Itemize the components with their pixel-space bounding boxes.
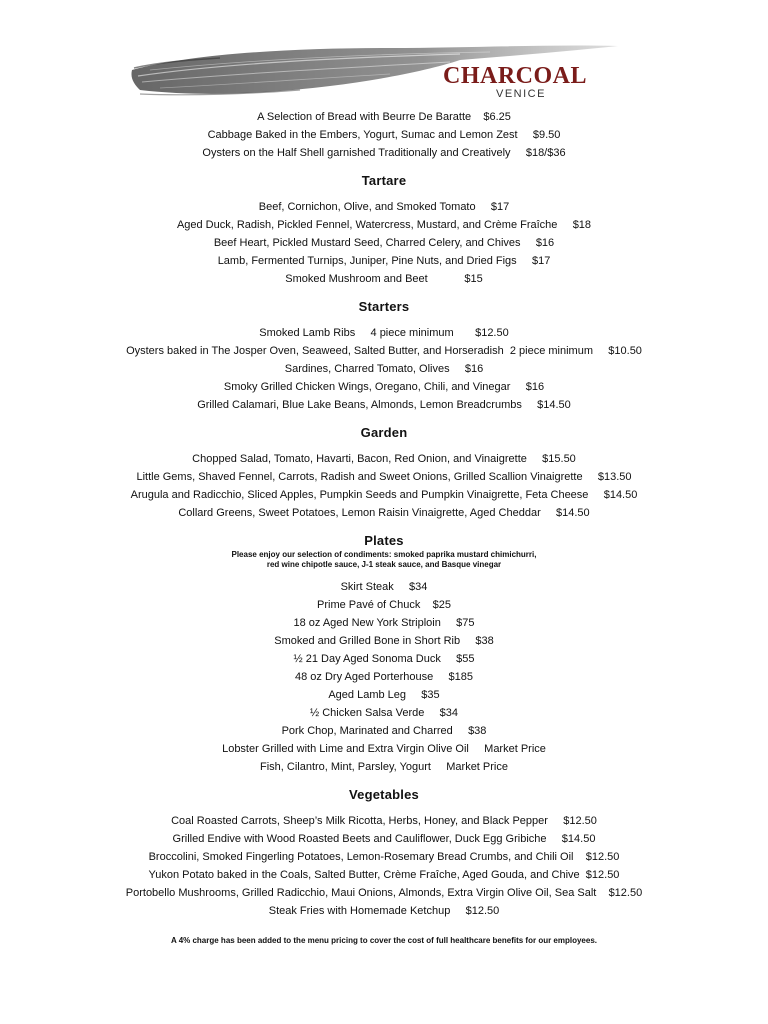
item-price: $38 [468,725,487,737]
item-name: Prime Pavé of Chuck [317,599,421,611]
item-price: $12.50 [585,869,620,881]
menu-item [0,486,768,504]
healthcare-footer-note: A 4% charge has been added to the menu pricing to cover the cost of full healthcare benefits for our employees. [170,936,597,945]
item-name: Oysters on the Half Shell garnished Traditionally and Creatively [202,147,511,159]
menu-item [0,866,768,884]
menu-item [0,830,768,848]
item-price: $18/$36 [525,147,566,159]
item-name: Collard Greens, Sweet Potatoes, Lemon Raisin Vinaigrette, Aged Cheddar [178,507,541,519]
item-name: Cabbage Baked in the Embers, Yogurt, Sumac and Lemon Zest [207,129,518,141]
item-name: Chopped Salad, Tomato, Havarti, Bacon, Red Onion, and Vinaigrette [192,453,527,465]
item-name: Aged Duck, Radish, Pickled Fennel, Watercress, Mustard, and Crème Fraîche [176,219,558,231]
item-price: $185 [448,671,473,683]
item-price: $35 [421,689,440,701]
item-price: $18 [572,219,592,231]
section-title: Starters [358,299,410,314]
item-price: Market Price [446,761,508,773]
menu-item [0,902,768,920]
item-name: Beef Heart, Pickled Mustard Seed, Charred Celery, and Chives [213,237,521,249]
menu-item [0,126,768,144]
item-name: ½ 21 Day Aged Sonoma Duck [293,653,441,665]
menu-item [0,216,768,234]
section-plates [0,532,768,776]
item-price: $16 [535,237,555,249]
menu-item [0,198,768,216]
section-garden [0,424,768,522]
item-price: $14.50 [537,399,571,411]
menu-item [0,596,768,614]
menu-item [0,396,768,414]
item-name: Little Gems, Shaved Fennel, Carrots, Radish and Sweet Onions, Grilled Scallion Vinaigrette [136,471,583,483]
item-name: 48 oz Dry Aged Porterhouse [295,671,434,683]
menu-item [0,378,768,396]
item-name: Sardines, Charred Tomato, Olives [284,363,450,375]
item-name: Lamb, Fermented Turnips, Juniper, Pine Nuts, and Dried Figs [217,255,517,267]
item-price: $15 [464,273,483,285]
menu-item [0,668,768,686]
brand-name: CHARCOAL [443,63,588,89]
item-name: Coal Roasted Carrots, Sheep’s Milk Ricotta, Herbs, Honey, and Black Pepper [171,815,548,827]
condiments-note [0,550,768,570]
item-price: $55 [456,653,475,665]
item-name: Steak Fries with Homemade Ketchup [268,905,451,917]
item-price: $10.50 [608,345,642,357]
item-name: Broccolini, Smoked Fingerling Potatoes, Lemon-Rosemary Bread Crumbs, and Chili Oil [148,851,574,863]
menu-item [0,468,768,486]
menu-item [0,704,768,722]
item-name: Oysters baked in The Josper Oven, Seaweed, Salted Butter, and Horseradish 2 piece minimum [126,345,593,357]
section-starters [0,298,768,414]
item-price: $34 [409,581,428,593]
item-name: Smoked Mushroom and Beet [285,273,428,285]
item-price: $9.50 [532,129,561,141]
item-name: Smoked Lamb Ribs 4 piece minimum [259,327,454,339]
menu-item [0,270,768,288]
menu-item [0,450,768,468]
item-price: $12.50 [563,815,597,827]
item-price: $12.50 [475,327,509,339]
item-name: Pork Chop, Marinated and Charred [281,725,453,737]
menu-header [0,0,768,108]
menu-body [0,108,768,920]
menu-item [0,504,768,522]
section-title: Vegetables [349,787,419,802]
item-name: Aged Lamb Leg [328,689,407,701]
note-line: red wine chipotle sauce, J-1 steak sauce, and Basque vinegar [266,560,502,569]
item-price: $25 [432,599,451,611]
item-price: $14.50 [561,833,596,845]
item-price: $12.50 [465,905,500,917]
menu-item [0,342,768,360]
item-name: ½ Chicken Salsa Verde [310,707,425,719]
section-tartare [0,172,768,288]
menu-item [0,578,768,596]
menu-item [0,740,768,758]
menu-item [0,108,768,126]
menu-item [0,650,768,668]
item-price: $15.50 [542,453,576,465]
note-line: Please enjoy our selection of condiments: smoked paprika mustard chimichurri, [231,550,537,559]
item-name: Lobster Grilled with Lime and Extra Virgin Olive Oil [222,743,469,755]
item-name: Smoky Grilled Chicken Wings, Oregano, Chili, and Vinegar [223,381,511,393]
menu-item [0,252,768,270]
menu-item [0,360,768,378]
menu-item [0,884,768,902]
item-price: $34 [439,707,458,719]
item-name: Skirt Steak [340,581,394,593]
item-name: Yukon Potato baked in the Coals, Salted Butter, Crème Fraîche, Aged Gouda, and Chive [148,869,580,881]
item-name: Smoked and Grilled Bone in Short Rib [274,635,461,647]
section-title: Plates [364,533,404,548]
menu-item [0,144,768,162]
menu-item [0,722,768,740]
item-price: $12.50 [585,851,620,863]
item-price: $13.50 [597,471,632,483]
item-price: $16 [464,363,484,375]
menu-item [0,848,768,866]
item-price: $75 [456,617,475,629]
item-price: $38 [475,635,494,647]
item-price: $14.50 [603,489,638,501]
item-name: Portobello Mushrooms, Grilled Radicchio, Maui Onions, Almonds, Extra Virgin Olive Oil, Sea Salt [125,887,597,899]
section-vegetables [0,786,768,920]
menu-item [0,324,768,342]
item-price: $17 [490,201,510,213]
item-price: $17 [531,255,551,267]
menu-item [0,812,768,830]
menu-item [0,614,768,632]
item-price: $16 [525,381,545,393]
item-price: Market Price [484,743,546,755]
brand-location: VENICE [496,88,546,100]
menu-item [0,632,768,650]
menu-item [0,234,768,252]
intro-items [0,108,768,162]
item-name: Fish, Cilantro, Mint, Parsley, Yogurt [259,761,431,773]
item-name: Grilled Endive with Wood Roasted Beets and Cauliflower, Duck Egg Gribiche [172,833,547,845]
item-name: Grilled Calamari, Blue Lake Beans, Almonds, Lemon Breadcrumbs [197,399,522,411]
item-price: $14.50 [556,507,590,519]
item-price: $12.50 [608,887,643,899]
item-name: Beef, Cornichon, Olive, and Smoked Tomato [258,201,476,213]
item-name: A Selection of Bread with Beurre De Baratte [257,111,472,123]
menu-item [0,758,768,776]
menu-item [0,686,768,704]
item-name: Arugula and Radicchio, Sliced Apples, Pumpkin Seeds and Pumpkin Vinaigrette, Feta Cheese [130,489,589,501]
section-title: Tartare [361,173,407,188]
section-title: Garden [360,425,408,440]
item-price: $6.25 [483,111,511,123]
item-name: 18 oz Aged New York Striploin [293,617,441,629]
